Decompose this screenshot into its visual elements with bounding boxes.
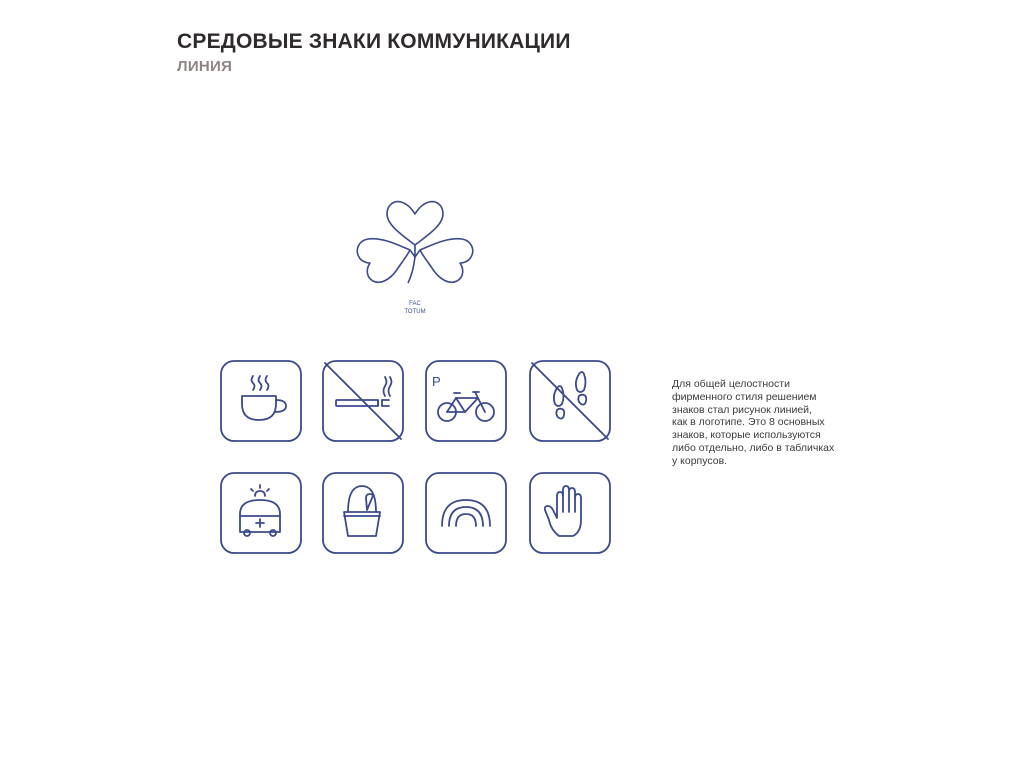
no-walking-icon [529, 360, 611, 442]
rainbow-arches-icon [425, 472, 507, 554]
logo-text-line2: TOTUM [404, 309, 426, 315]
parking-letter: P [432, 374, 441, 389]
description-line: знаков, которые используются [672, 429, 821, 442]
logo-text-line1: FAC [409, 301, 421, 307]
description-line: как в логотипе. Это 8 основных [672, 416, 825, 429]
description-line: фирменного стиля решением [672, 390, 817, 403]
page-title: СРЕДОВЫЕ ЗНАКИ КОММУНИКАЦИИ [177, 30, 571, 53]
no-smoking-icon [322, 360, 404, 442]
coffee-cup-icon [220, 360, 302, 442]
cleaning-bucket-icon [322, 472, 404, 554]
description-line: Для общей целостности [672, 378, 790, 390]
stop-hand-icon [529, 472, 611, 554]
ambulance-icon [220, 472, 302, 554]
description-text [672, 378, 862, 468]
description-line: знаков стал рисунок линией, [672, 403, 812, 416]
bicycle-parking-icon [425, 360, 507, 442]
page-subtitle: ЛИНИЯ [177, 58, 233, 75]
description-line: либо отдельно, либо в табличках [672, 441, 835, 454]
description-line: у корпусов. [672, 454, 728, 467]
